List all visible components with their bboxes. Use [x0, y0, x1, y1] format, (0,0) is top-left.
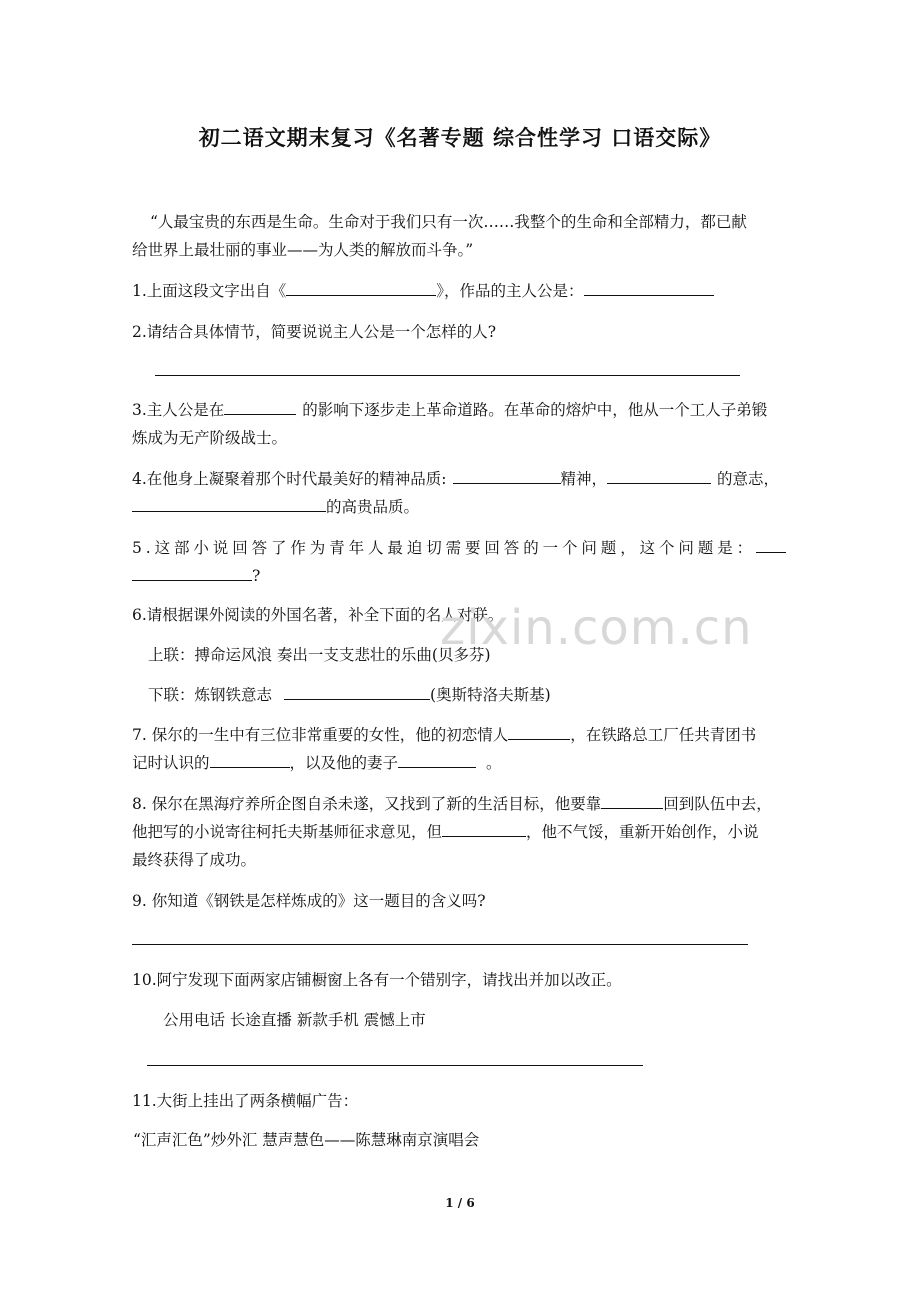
q9-answer-line — [132, 944, 748, 945]
question-2: 2.请结合具体情节，简要说说主人公是一个怎样的人? — [132, 323, 497, 341]
q8-text-b: 回到队伍中去， — [663, 795, 772, 813]
q8-text-a: 8. 保尔在黑海疗养所企图自杀未遂，又找到了新的生活目标，他要靠 — [132, 795, 602, 813]
q5-blank-start — [756, 535, 786, 553]
question-6: 6.请根据课外阅读的外国名著，补全下面的名人对联。 — [132, 606, 504, 624]
question-5-line-2 — [132, 562, 792, 590]
q4-text-a: 4.在他身上凝聚着那个时代最美好的精神品质: — [132, 470, 447, 488]
question-4-line-1 — [132, 465, 792, 493]
q11-banners: “汇声汇色”炒外汇 慧声慧色——陈慧琳南京演唱会 — [133, 1131, 480, 1149]
q1-text-b: 》，作品的主人公是： — [436, 282, 584, 300]
q7-text-c: 记时认识的 — [132, 754, 210, 772]
q8-text-c: 他把写的小说寄往柯托夫斯基师征求意见，但 — [132, 823, 443, 841]
question-8-line-1 — [132, 790, 792, 818]
q4-blank-3 — [132, 494, 326, 512]
question-3-line-1 — [132, 396, 792, 424]
quote-line-2: 给世界上最壮丽的事业——为人类的解放而斗争。” — [132, 241, 474, 259]
question-10: 10.阿宁发现下面两家店铺橱窗上各有一个错别字，请找出并加以改正。 — [132, 971, 622, 989]
couplet-upper: 上联：搏命运风浪 奏出一支支悲壮的乐曲(贝多芬) — [148, 646, 491, 664]
q8-blank-1 — [601, 791, 663, 809]
quote-line-1: “人最宝贵的东西是生命。生命对于我们只有一次……我整个的生命和全部精力，都已献 — [150, 213, 747, 231]
couplet-lower-text-a: 下联：炼钢铁意志 — [148, 686, 273, 704]
q3-text-b: 的影响下逐步走上革命道路。在革命的熔炉中，他从一个工人子弟锻 — [302, 401, 768, 419]
q7-blank-1 — [508, 722, 570, 740]
question-5-line-1 — [132, 534, 792, 562]
question-11: 11.大街上挂出了两条横幅广告： — [132, 1092, 359, 1110]
q10-shop-signs: 公用电话 长途直播 新款手机 震憾上市 — [163, 1011, 426, 1029]
q10-answer-line — [147, 1065, 643, 1066]
q7-text-d: ，以及他的妻子 — [289, 754, 399, 772]
q1-blank-protagonist — [584, 278, 714, 296]
q4-text-d: 的高贵品质。 — [326, 498, 420, 516]
question-1 — [132, 277, 792, 305]
q7-text-b: ，在铁路总工厂任共青团书 — [570, 726, 757, 744]
q3-text-a: 3.主人公是在 — [132, 401, 225, 419]
q7-blank-3 — [398, 750, 476, 768]
couplet-lower-text-b: (奥斯特洛夫斯基) — [430, 686, 551, 704]
question-8-line-2 — [132, 818, 792, 846]
watermark: zixin.com.cn — [440, 600, 753, 656]
q4-blank-2 — [607, 466, 711, 484]
q1-text-a: 1.上面这段文字出自《 — [132, 282, 287, 300]
couplet-lower — [148, 681, 808, 709]
q8-text-d: ，他不气馁，重新开始创作，小说 — [526, 823, 759, 841]
q4-text-c: 的意志， — [717, 470, 780, 488]
q1-blank-book — [286, 278, 436, 296]
q4-text-b: 精神， — [560, 470, 608, 488]
couplet-lower-blank — [284, 682, 430, 700]
question-3-line-2: 炼成为无产阶级战士。 — [132, 429, 288, 447]
question-8-line-3: 最终获得了成功。 — [132, 851, 257, 869]
q5-text-b: ? — [252, 567, 261, 585]
q3-blank — [224, 397, 296, 415]
question-4-line-2 — [132, 493, 792, 521]
q7-text-e: 。 — [486, 754, 502, 772]
page-number: 1 / 6 — [445, 1196, 475, 1210]
q2-answer-line — [155, 375, 740, 376]
question-7-line-2 — [132, 749, 792, 777]
question-7-line-1 — [132, 721, 792, 749]
q5-text-a: 5.这部小说回答了作为青年人最迫切需要回答的一个问题，这个问题是： — [132, 539, 756, 557]
question-9: 9. 你知道《钢铁是怎样炼成的》这一题目的含义吗? — [132, 892, 486, 910]
page-title: 初二语文期末复习《名著专题 综合性学习 口语交际》 — [198, 125, 722, 150]
q7-blank-2 — [210, 750, 290, 768]
q4-blank-1 — [453, 466, 561, 484]
q8-blank-2 — [442, 819, 526, 837]
q7-text-a: 7. 保尔的一生中有三位非常重要的女性，他的初恋情人 — [132, 726, 509, 744]
q5-blank-end — [132, 563, 252, 581]
